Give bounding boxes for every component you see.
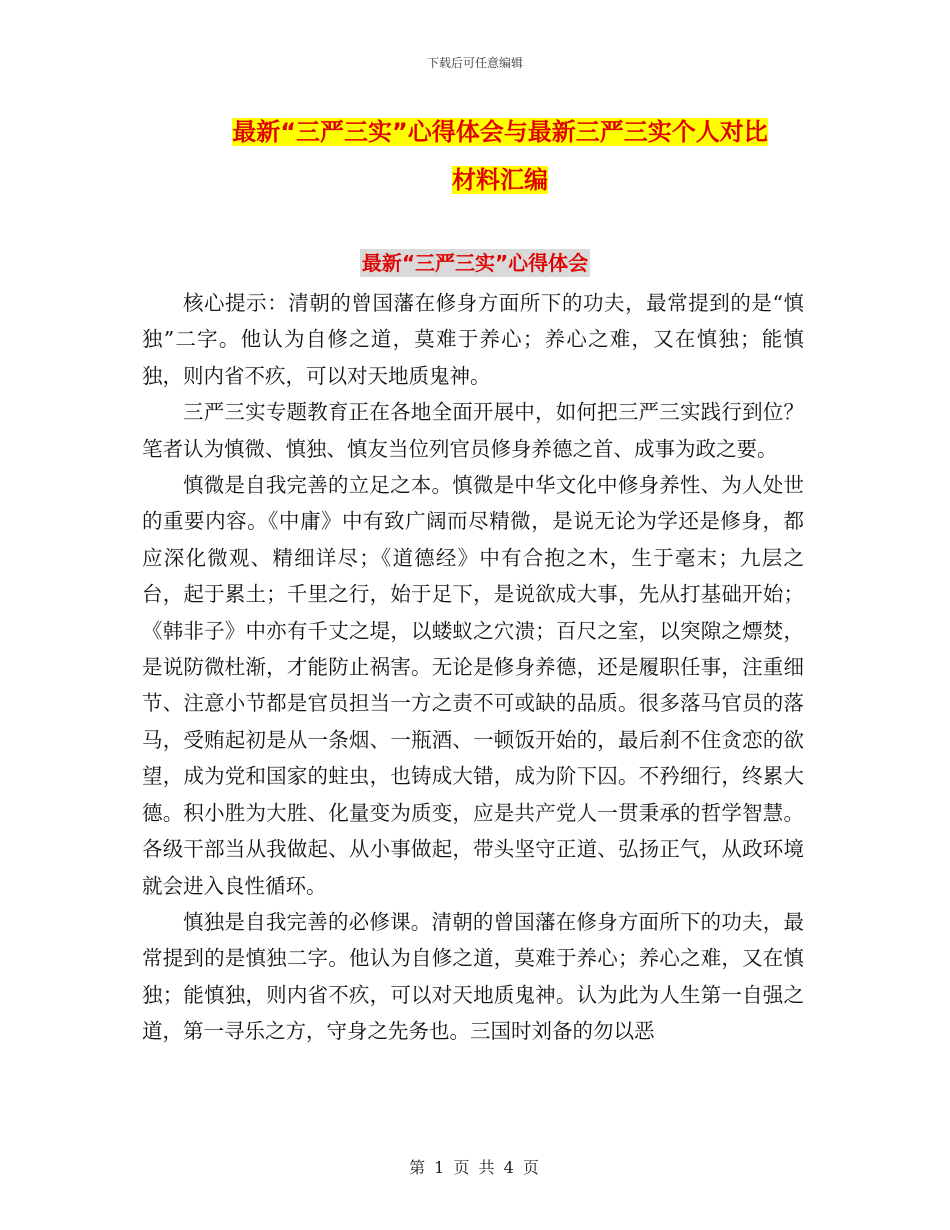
document-title: [150, 108, 850, 204]
paragraph: 核心提示：清朝的曾国藩在修身方面所下的功夫，最常提到的是“慎独”二字。他认为自修之道，莫难于养心；养心之难，又在慎独；能慎独，则内省不疚，可以对天地质鬼神。: [142, 291, 804, 388]
page-number-footer: 第 1 页 共 4 页: [409, 1158, 541, 1177]
document-title-line1: 最新“三严三实”心得体会与最新三严三实个人对比: [232, 118, 768, 146]
section-title-text: 最新“三严三实”心得体会: [361, 251, 589, 275]
paragraph: 三严三实专题教育正在各地全面开展中，如何把三严三实践行到位？笔者认为慎微、慎独、慎友当位列官员修身养德之首、成事为政之要。: [142, 400, 804, 461]
paragraph: 慎独是自我完善的必修课。清朝的曾国藩在修身方面所下的功夫，最常提到的是慎独二字。他认为自修之道，莫难于养心；养心之难，又在慎独；能慎独，则内省不疚，可以对天地质鬼神。认为此为人生第一自强之道，第一寻乐之方，守身之先务也。三国时刘备的勿以恶: [142, 909, 804, 1044]
document-title-line2: 材料汇编: [452, 166, 548, 194]
paragraph: 慎微是自我完善的立足之本。慎微是中华文化中修身养性、为人处世的重要内容。《中庸》中有致广阔而尽精微，是说无论为学还是修身，都应深化微观、精细详尽；《道德经》中有合抱之木，生于毫末；九层之台，起于累土；千里之行，始于足下，是说欲成大事，先从打基础开始；《韩非子》中亦有千丈之堤，以蝼蚁之穴溃；百尺之室，以突隙之熛焚，是说防微杜渐，才能防止祸害。无论是修身养德，还是履职任事，注重细节、注意小节都是官员担当一方之责不可或缺的品质。很多落马官员的落马，受贿起初是从一条烟、一瓶酒、一顿饭开始的，最后刹不住贪恋的欲望，成为党和国家的蛀虫，也铸成大错，成为阶下囚。不矜细行，终累大德。积小胜为大胜、化量变为质变，应是共产党人一贯秉承的哲学智慧。各级干部当从我做起、从小事做起，带头坚守正道、弘扬正气，从政环境就会进入良性循环。: [142, 473, 804, 898]
section-title: [0, 246, 950, 280]
document-body: [142, 285, 804, 1050]
header-note: 下载后可任意编辑: [426, 56, 523, 70]
